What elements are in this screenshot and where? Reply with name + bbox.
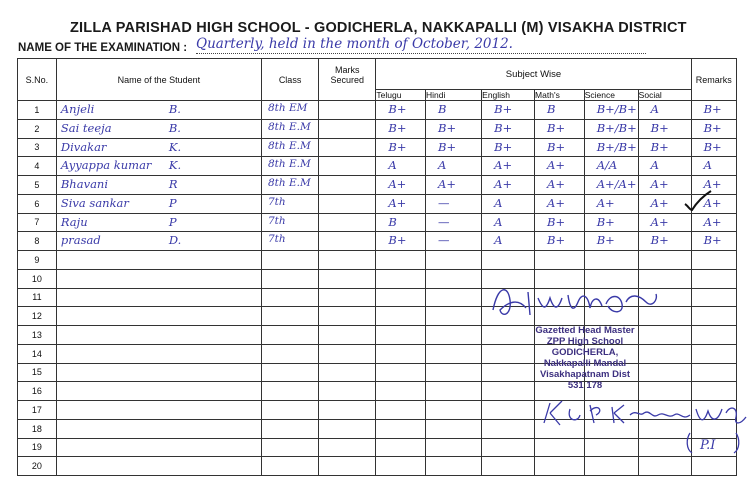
marks-secured — [319, 213, 376, 232]
col-header-english: English — [482, 90, 535, 101]
student-name — [56, 119, 261, 138]
grade-telugu-value: B+ — [388, 102, 407, 116]
exam-name-value: Quarterly, held in the month of October, 2012. — [196, 36, 513, 52]
serial-number: 14 — [18, 344, 57, 363]
remarks-value: A+ — [703, 195, 722, 210]
grade-maths — [535, 119, 585, 138]
grade-maths — [535, 101, 585, 120]
student-name — [56, 232, 261, 251]
student-name — [56, 382, 261, 401]
student-name-value: Raju — [60, 214, 88, 229]
grade-telugu — [376, 288, 426, 307]
student-name — [56, 251, 261, 270]
grade-telugu — [376, 213, 426, 232]
grade-telugu — [376, 176, 426, 195]
student-name — [56, 213, 261, 232]
table-row — [18, 157, 737, 176]
grade-science — [584, 194, 638, 213]
col-header-marks: Marks Secured — [319, 59, 376, 101]
tick-mark-icon — [683, 188, 713, 212]
marks-secured — [319, 457, 376, 476]
table-row — [18, 457, 737, 476]
grade-hindi — [426, 101, 482, 120]
serial-number: 20 — [18, 457, 57, 476]
remarks-value: A+ — [703, 214, 722, 229]
grade-hindi-value: B — [438, 102, 447, 116]
remarks — [691, 138, 736, 157]
marks-secured — [319, 232, 376, 251]
grade-hindi — [426, 176, 482, 195]
school-title: ZILLA PARISHAD HIGH SCHOOL - GODICHERLA, NAKKAPALLI (M) VISAKHA DISTRICT — [70, 20, 687, 36]
remarks — [691, 288, 736, 307]
grade-social — [638, 101, 691, 120]
student-name-value: Divakar — [60, 139, 107, 154]
stamp-line: GODICHERLA, — [551, 347, 619, 358]
grade-english-value: A — [494, 195, 503, 210]
student-name — [56, 438, 261, 457]
remarks — [691, 213, 736, 232]
student-class — [261, 401, 318, 420]
grade-hindi — [426, 326, 482, 345]
grade-telugu — [376, 344, 426, 363]
grade-hindi-value: B+ — [438, 139, 457, 154]
grade-hindi-value: — — [438, 233, 450, 248]
col-header-science: Science — [584, 90, 638, 101]
grade-science-value: B+/B+ — [596, 120, 637, 135]
marks-secured — [319, 194, 376, 213]
grade-telugu — [376, 119, 426, 138]
grade-english-value: A+ — [494, 177, 513, 191]
grade-english — [482, 457, 535, 476]
marks-secured — [319, 401, 376, 420]
remarks — [691, 232, 736, 251]
grade-hindi — [426, 213, 482, 232]
remarks — [691, 101, 736, 120]
grade-hindi-value: B+ — [438, 120, 457, 135]
student-name-value: Ayyappa kumar — [60, 158, 152, 173]
grade-english-value: A — [494, 233, 503, 248]
grade-science — [584, 251, 638, 270]
student-class — [261, 232, 318, 251]
remarks — [691, 326, 736, 345]
marks-secured — [319, 101, 376, 120]
grade-science — [584, 157, 638, 176]
student-initial: R — [168, 177, 178, 191]
student-class-value: 7th — [267, 214, 286, 227]
grade-hindi — [426, 194, 482, 213]
grade-maths — [535, 457, 585, 476]
student-class — [261, 363, 318, 382]
grade-telugu — [376, 138, 426, 157]
serial-number: 11 — [18, 288, 57, 307]
grade-english — [482, 401, 535, 420]
student-class — [261, 344, 318, 363]
grade-science — [584, 213, 638, 232]
remarks — [691, 457, 736, 476]
head-master-signature — [488, 280, 663, 325]
serial-number: 19 — [18, 438, 57, 457]
grade-english-value: A — [494, 214, 503, 229]
grade-english-value: A+ — [494, 158, 513, 173]
marks-secured — [319, 307, 376, 326]
grade-hindi — [426, 138, 482, 157]
remarks — [691, 119, 736, 138]
grade-telugu — [376, 157, 426, 176]
remarks-value: B+ — [703, 233, 722, 248]
grade-hindi-value: — — [438, 214, 450, 229]
table-row — [18, 194, 737, 213]
grade-telugu — [376, 232, 426, 251]
grade-hindi — [426, 288, 482, 307]
table-row — [18, 138, 737, 157]
grade-english-value: B+ — [494, 102, 513, 116]
grade-maths — [535, 138, 585, 157]
exam-name-label: NAME OF THE EXAMINATION : — [18, 42, 188, 54]
student-class — [261, 194, 318, 213]
student-class — [261, 251, 318, 270]
marks-secured — [319, 251, 376, 270]
student-name — [56, 157, 261, 176]
grade-science-value: A+/A+ — [596, 177, 637, 191]
student-name-value: Siva sankar — [60, 195, 129, 210]
grade-hindi — [426, 119, 482, 138]
grade-social — [638, 213, 691, 232]
grade-english — [482, 213, 535, 232]
marks-secured — [319, 157, 376, 176]
marks-secured — [319, 419, 376, 438]
grade-social — [638, 138, 691, 157]
grade-science — [584, 138, 638, 157]
grade-telugu — [376, 382, 426, 401]
serial-number: 16 — [18, 382, 57, 401]
student-class — [261, 457, 318, 476]
table-row — [18, 176, 737, 195]
student-class-value: 8th E.M — [267, 177, 311, 189]
student-name — [56, 326, 261, 345]
marks-secured — [319, 176, 376, 195]
grade-hindi — [426, 401, 482, 420]
student-class — [261, 157, 318, 176]
student-class — [261, 307, 318, 326]
student-name — [56, 344, 261, 363]
grade-hindi — [426, 344, 482, 363]
grade-hindi — [426, 232, 482, 251]
grade-telugu-value: B — [388, 214, 397, 229]
svg-text:P.I: P.I — [700, 438, 716, 453]
table-row — [18, 232, 737, 251]
grade-social-value: A — [650, 158, 659, 173]
grade-maths — [535, 232, 585, 251]
grade-science-value: B+ — [596, 214, 615, 229]
grade-social — [638, 119, 691, 138]
grade-maths-value: A+ — [547, 177, 565, 191]
grade-english — [482, 251, 535, 270]
grade-social — [638, 157, 691, 176]
remarks — [691, 307, 736, 326]
grade-hindi — [426, 382, 482, 401]
grade-science — [584, 101, 638, 120]
grade-science — [584, 232, 638, 251]
grade-hindi — [426, 307, 482, 326]
student-class-value: 8th E.M — [267, 158, 311, 171]
student-name-value: Anjeli — [60, 102, 95, 116]
marks-secured — [319, 269, 376, 288]
stamp-line: Visakhapatnam Dist — [539, 369, 631, 380]
serial-number: 18 — [18, 419, 57, 438]
grade-maths-value: B+ — [547, 139, 566, 154]
grade-science — [584, 119, 638, 138]
student-class-value: 7th — [267, 233, 286, 246]
student-class — [261, 269, 318, 288]
grade-telugu — [376, 269, 426, 288]
col-header-name: Name of the Student — [56, 59, 261, 101]
serial-number: 12 — [18, 307, 57, 326]
grade-maths — [535, 213, 585, 232]
grade-science — [584, 457, 638, 476]
student-name — [56, 288, 261, 307]
exam-name-underline — [196, 53, 646, 54]
remarks-value: B+ — [703, 102, 722, 116]
col-header-class: Class — [261, 59, 318, 101]
grade-english — [482, 119, 535, 138]
grade-telugu — [376, 457, 426, 476]
marks-secured — [319, 138, 376, 157]
grade-social-value: A+ — [650, 177, 669, 191]
serial-number: 1 — [18, 101, 57, 120]
remarks-value: B+ — [703, 120, 722, 135]
serial-number: 6 — [18, 194, 57, 213]
grade-social — [638, 232, 691, 251]
student-name — [56, 401, 261, 420]
grade-english — [482, 138, 535, 157]
remarks — [691, 344, 736, 363]
table-row — [18, 101, 737, 120]
remarks — [691, 251, 736, 270]
marks-secured — [319, 363, 376, 382]
head-master-stamp — [515, 325, 655, 391]
col-header-telugu: Telugu — [376, 90, 426, 101]
marks-secured — [319, 288, 376, 307]
grade-maths-value: B+ — [547, 120, 566, 135]
student-name — [56, 138, 261, 157]
serial-number: 13 — [18, 326, 57, 345]
student-class-value: 8th E.M — [267, 139, 311, 152]
grade-telugu-value: A+ — [388, 177, 407, 191]
student-class — [261, 438, 318, 457]
grade-telugu — [376, 419, 426, 438]
grade-maths — [535, 157, 585, 176]
grade-telugu — [376, 101, 426, 120]
grade-english — [482, 232, 535, 251]
marks-secured — [319, 344, 376, 363]
grade-hindi — [426, 363, 482, 382]
student-name — [56, 307, 261, 326]
stamp-line: 531 178 — [567, 380, 603, 391]
grade-english — [482, 438, 535, 457]
student-name — [56, 457, 261, 476]
remarks-value: A+ — [703, 177, 722, 191]
grade-hindi-value: A+ — [438, 177, 456, 191]
serial-number: 15 — [18, 363, 57, 382]
student-class — [261, 101, 318, 120]
remarks-value: A — [703, 158, 712, 173]
student-initial: B. — [168, 102, 181, 116]
grade-telugu — [376, 194, 426, 213]
remarks — [691, 157, 736, 176]
grade-telugu-value: A — [388, 158, 397, 173]
stamp-line: Nakkapalli Mandal — [543, 358, 627, 369]
student-class — [261, 288, 318, 307]
marks-secured — [319, 382, 376, 401]
grade-telugu-value: B+ — [388, 233, 407, 248]
grade-telugu — [376, 438, 426, 457]
student-class-value: 8th EM — [267, 102, 308, 114]
grade-hindi — [426, 251, 482, 270]
col-header-maths: Math's — [535, 90, 585, 101]
marks-secured — [319, 326, 376, 345]
col-header-social: Social — [638, 90, 691, 101]
grade-maths-value: B — [547, 102, 556, 116]
student-name — [56, 419, 261, 438]
grade-telugu — [376, 326, 426, 345]
grade-social-value: A+ — [650, 214, 669, 229]
grade-maths — [535, 251, 585, 270]
grade-english — [482, 419, 535, 438]
grade-hindi — [426, 419, 482, 438]
grade-maths — [535, 176, 585, 195]
grade-english-value: B+ — [494, 120, 513, 135]
col-header-hindi: Hindi — [426, 90, 482, 101]
serial-number: 10 — [18, 269, 57, 288]
grade-telugu-value: B+ — [388, 139, 407, 154]
grade-telugu — [376, 401, 426, 420]
table-row — [18, 119, 737, 138]
grade-english — [482, 157, 535, 176]
grade-telugu — [376, 251, 426, 270]
grade-telugu-value: A+ — [388, 195, 407, 210]
student-initial: P — [168, 195, 177, 210]
student-name — [56, 269, 261, 288]
grade-hindi-value: — — [438, 195, 450, 210]
grade-social-value: B+ — [650, 120, 669, 135]
marks-secured — [319, 438, 376, 457]
col-header-remarks: Remarks — [691, 59, 736, 101]
student-class — [261, 213, 318, 232]
grade-science — [584, 176, 638, 195]
col-header-subject-wise: Subject Wise — [376, 59, 691, 90]
student-class — [261, 176, 318, 195]
serial-number: 9 — [18, 251, 57, 270]
grade-hindi — [426, 457, 482, 476]
student-name — [56, 101, 261, 120]
stamp-line: ZPP High School — [546, 336, 624, 347]
student-initial: K. — [168, 158, 182, 173]
marks-secured — [319, 119, 376, 138]
grade-maths-value: B+ — [547, 214, 566, 229]
grade-science-value: A+ — [596, 195, 615, 210]
student-initial: P — [168, 214, 177, 229]
grade-hindi — [426, 157, 482, 176]
grade-hindi-value: A — [438, 158, 447, 173]
grade-hindi — [426, 438, 482, 457]
exam-name-row — [18, 36, 513, 54]
student-class — [261, 138, 318, 157]
grade-english — [482, 194, 535, 213]
serial-number: 8 — [18, 232, 57, 251]
grade-maths — [535, 194, 585, 213]
student-class — [261, 419, 318, 438]
remarks — [691, 269, 736, 288]
grade-science-value: B+ — [596, 233, 615, 248]
table-row — [18, 251, 737, 270]
grade-maths-value: A+ — [547, 195, 565, 210]
grade-telugu — [376, 307, 426, 326]
student-name — [56, 194, 261, 213]
student-name — [56, 363, 261, 382]
grade-social-value: A+ — [650, 195, 669, 210]
student-name-value: Bhavani — [60, 177, 109, 191]
serial-number: 3 — [18, 138, 57, 157]
grade-maths-value: A+ — [547, 158, 565, 173]
grade-english-value: B+ — [494, 139, 513, 154]
grade-telugu-value: B+ — [388, 120, 407, 135]
serial-number: 4 — [18, 157, 57, 176]
serial-number: 17 — [18, 401, 57, 420]
student-class — [261, 326, 318, 345]
student-class-value: 7th — [267, 195, 286, 208]
student-initial: K. — [168, 139, 182, 154]
stamp-line: Gazetted Head Master — [535, 325, 635, 336]
grade-social-value: A — [650, 102, 659, 116]
grade-english — [482, 101, 535, 120]
student-class — [261, 382, 318, 401]
student-name-value: prasad — [60, 233, 101, 248]
grade-social-value: B+ — [650, 233, 669, 248]
student-initial: B. — [168, 120, 181, 135]
col-header-sno: S.No. — [18, 59, 57, 101]
grade-science-value: A/A — [596, 158, 618, 173]
serial-number: 7 — [18, 213, 57, 232]
remarks-value: B+ — [703, 139, 722, 154]
grade-social — [638, 457, 691, 476]
table-row — [18, 213, 737, 232]
countersignature — [540, 395, 750, 455]
grade-maths-value: B+ — [547, 233, 566, 248]
grade-social-value: B+ — [650, 139, 669, 154]
serial-number: 2 — [18, 119, 57, 138]
grade-english — [482, 176, 535, 195]
grade-social — [638, 251, 691, 270]
student-class-value: 8th E.M — [267, 120, 311, 133]
grade-science-value: B+/B+ — [596, 139, 637, 154]
serial-number: 5 — [18, 176, 57, 195]
grade-hindi — [426, 269, 482, 288]
grade-telugu — [376, 363, 426, 382]
student-name — [56, 176, 261, 195]
student-name-value: Sai teeja — [60, 120, 112, 135]
grade-science-value: B+/B+ — [596, 102, 637, 116]
remarks — [691, 363, 736, 382]
student-class — [261, 119, 318, 138]
student-initial: D. — [168, 233, 182, 248]
